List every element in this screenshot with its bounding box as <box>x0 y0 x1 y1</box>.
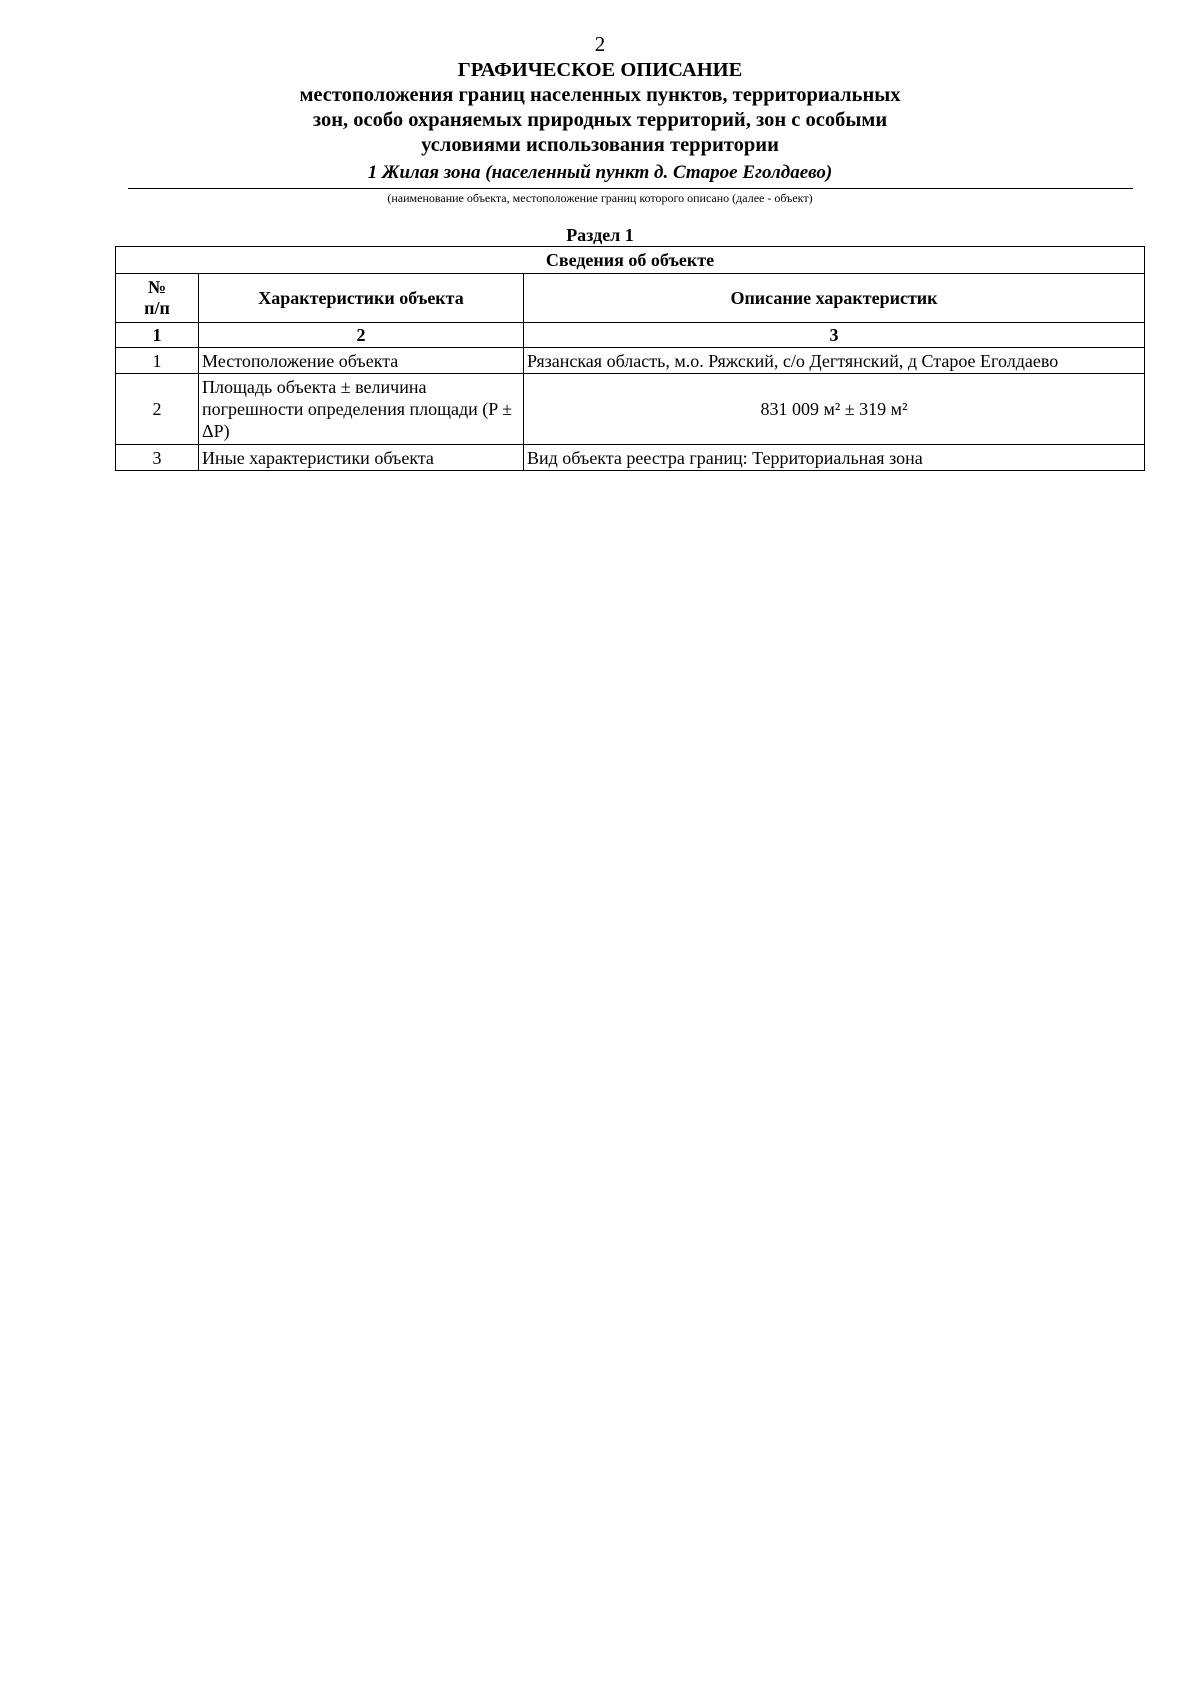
title-line: зон, особо охраняемых природных территорий, зон с особыми <box>312 109 888 131</box>
table-row <box>116 374 1145 445</box>
title-line: ГРАФИЧЕСКОЕ ОПИСАНИЕ <box>457 59 743 81</box>
table-header-row <box>116 274 1145 323</box>
section-title: Раздел 1 <box>566 225 634 245</box>
column-header-characteristic: Характеристики объекта <box>199 274 524 323</box>
row-characteristic: Иные характеристики объекта <box>199 445 524 471</box>
row-description: Вид объекта реестра границ: Территориальная зона <box>524 445 1145 471</box>
title-line: условиями использования территории <box>421 134 779 156</box>
table-caption: Сведения об объекте <box>116 247 1145 274</box>
row-description: 831 009 м² ± 319 м² <box>524 374 1145 445</box>
object-name: 1 Жилая зона (населенный пункт д. Старое Еголдаево) <box>367 162 833 183</box>
column-header-number <box>116 274 199 323</box>
row-number: 1 <box>116 348 199 374</box>
column-header-description: Описание характеристик <box>524 274 1145 323</box>
object-name-underline <box>128 188 1133 189</box>
column-number: 3 <box>524 323 1145 348</box>
object-caption: (наименование объекта, местоположение границ которого описано (далее - объект) <box>387 191 813 205</box>
object-info-table <box>115 246 1145 471</box>
document-title <box>0 58 1200 158</box>
row-number: 3 <box>116 445 199 471</box>
row-characteristic: Площадь объекта ± величина погрешности определения площади (P ± ΔP) <box>199 374 524 445</box>
column-number: 2 <box>199 323 524 348</box>
row-number: 2 <box>116 374 199 445</box>
column-number: 1 <box>116 323 199 348</box>
row-characteristic: Местоположение объекта <box>199 348 524 374</box>
table-row <box>116 348 1145 374</box>
page-number: 2 <box>594 32 606 56</box>
row-description: Рязанская область, м.о. Ряжский, с/о Дегтянский, д Старое Еголдаево <box>524 348 1145 374</box>
table-caption-row <box>116 247 1145 274</box>
column-header-number-label: № п/п <box>144 277 170 318</box>
title-line: местоположения границ населенных пунктов, территориальных <box>299 84 901 106</box>
table-row <box>116 445 1145 471</box>
column-number-row <box>116 323 1145 348</box>
